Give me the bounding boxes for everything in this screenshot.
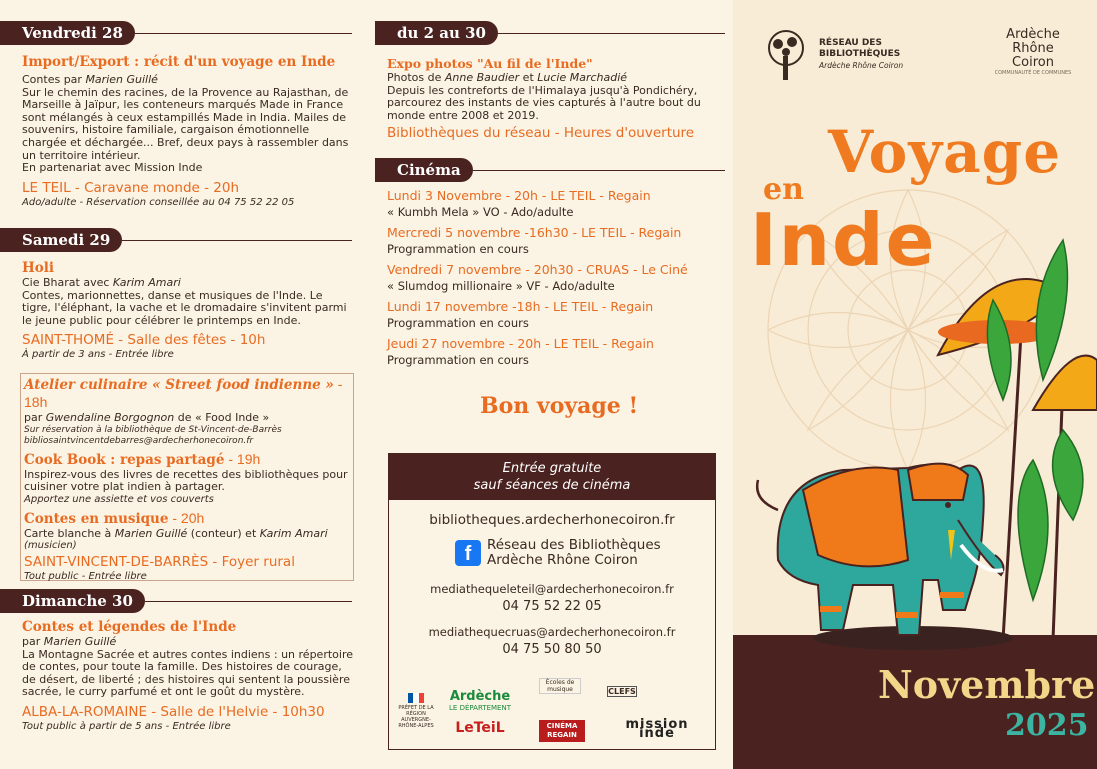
divider: [122, 240, 352, 241]
free-entry-exception: sauf séances de cinéma: [473, 478, 631, 493]
cinema-session: [387, 225, 727, 257]
brand-line: Ardèche Rhône Coiron: [819, 61, 904, 70]
day-header-cinema: [375, 158, 725, 182]
performer-name: Marien Guillé: [85, 73, 158, 86]
event-description: Contes, marionnettes, danse et musiques de l'Inde. Le tigre, l'éléphant, la vache et le dromadaire s'invitent parmi le jeune public pour célébrer le printemps en Inde.: [22, 288, 347, 327]
year-label: 2025: [1005, 708, 1089, 743]
day-header-expo: [375, 21, 725, 45]
month-label: Novembre: [878, 662, 1096, 707]
session-film: Programmation en cours: [387, 316, 529, 330]
session-film: Programmation en cours: [387, 353, 529, 367]
event-byline: [24, 412, 352, 425]
program-column-left: [0, 0, 375, 769]
prefet-text: PRÉFET DE LA RÉGION AUVERGNE-RHÔNE-ALPES: [398, 705, 434, 729]
brand-line: Rhône: [1012, 41, 1054, 56]
title-text: Cook Book : repas partagé: [24, 451, 225, 468]
title-en: en: [763, 172, 804, 207]
event-note: Ado/adulte - Réservation conseillée au 04 75 52 22 05: [22, 196, 295, 208]
brand-line: Ardèche: [1006, 27, 1060, 42]
free-entry-line: Entrée gratuite: [502, 461, 602, 476]
performer-name: Gwendaline Borgognon: [45, 411, 175, 424]
departement-text: LE DÉPARTEMENT: [449, 704, 511, 712]
divider: [135, 33, 352, 34]
day-header-saturday: [0, 228, 352, 252]
event-time: - 19h: [224, 450, 261, 467]
ecoles-musique-logo: Écoles de musique: [539, 678, 581, 694]
session-film: « Kumbh Mela » VO - Ado/adulte: [387, 205, 574, 219]
prefet-logo: [394, 693, 438, 729]
phone-leteil: 04 75 52 22 05: [502, 599, 602, 614]
day-header-sunday: [0, 589, 352, 613]
session-date: Mercredi 5 novembre -16h30 - LE TEIL - Regain: [387, 225, 682, 240]
contact-box: [388, 500, 716, 750]
day-label: du 2 au 30: [375, 21, 498, 45]
divider: [498, 33, 725, 34]
event-description: La Montagne Sacrée et autres contes indiens : un répertoire de contes, pour toute la famille. Des histoires de courage, de désert, de liberté ; des histoires qui sentent la poussière sacrée, le curry parfumé et ont le goût du mystère.: [22, 647, 353, 699]
event-title: Expo photos "Au fil de l'Inde": [387, 56, 593, 71]
event-time: - 18h: [24, 376, 343, 410]
event-note: Sur réservation à la bibliothèque de St-Vincent-de-Barrès: [24, 424, 282, 435]
email-leteil[interactable]: mediathequeleteil@ardecherhonecoiron.fr: [430, 582, 674, 596]
event-byline: [22, 277, 354, 290]
session-date: Jeudi 27 novembre - 20h - LE TEIL - Regain: [387, 336, 654, 351]
byline-prefix: Photos de: [387, 71, 445, 84]
cinema-session: [387, 299, 727, 331]
byline-prefix: par: [24, 411, 46, 424]
facebook-page-name: [487, 538, 661, 568]
event-location: LE TEIL - Caravane monde - 20h: [22, 179, 240, 196]
ardeche-text: Ardèche: [449, 689, 511, 704]
event-expo: [387, 55, 727, 142]
event-byline: [24, 528, 352, 541]
byline-prefix: par: [22, 635, 44, 648]
website-link[interactable]: bibliotheques.ardecherhonecoiron.fr: [429, 512, 675, 528]
event-description: Depuis les contreforts de l'Himalaya jusqu'à Pondichéry, parcourez des instants de vies capturés à l'autre bout du monde entre 2008 et 2019.: [387, 83, 701, 122]
byline-mid: (conteur) et: [187, 526, 260, 540]
session-date: Lundi 17 novembre -18h - LE TEIL - Regain: [387, 299, 654, 314]
facebook-line1: Réseau des Bibliothèques: [487, 537, 661, 553]
byline-suffix: de « Food Inde »: [174, 411, 270, 424]
cinema-session: [387, 336, 727, 368]
elephant-illustration: [733, 0, 1097, 769]
event-sunday: [22, 619, 354, 733]
brand-line: COMMUNAUTÉ DE COMMUNES: [994, 70, 1072, 76]
session-date: Lundi 3 Novembre - 20h - LE TEIL - Regain: [387, 188, 651, 203]
brand-line: Coiron: [1012, 55, 1054, 70]
event-holi: [22, 260, 354, 361]
performer-name: Karim Amari: [112, 276, 181, 289]
event-partner: En partenariat avec Mission Inde: [22, 161, 203, 175]
title-text: Atelier culinaire « Street food indienne »: [24, 377, 334, 393]
event-friday: [22, 54, 354, 209]
day-label: Samedi 29: [0, 228, 122, 252]
performer-role: (musicien): [24, 540, 77, 552]
clefs-logo: CLEFS: [608, 687, 636, 696]
divider: [473, 170, 725, 171]
byline-prefix: Contes par: [22, 73, 86, 86]
event-location: SAINT-VINCENT-DE-BARRÈS - Foyer rural: [24, 554, 295, 571]
performer-name: Marien Guillé: [114, 526, 188, 540]
program-column-middle: [375, 0, 733, 769]
day-label: Dimanche 30: [0, 589, 145, 613]
event-location: ALBA-LA-ROMAINE - Salle de l'Helvie - 10h30: [22, 703, 325, 720]
facebook-link[interactable]: [455, 538, 661, 568]
event-note: À partir de 3 ans - Entrée libre: [22, 349, 174, 361]
leteil-logo: LeTeiL: [455, 720, 505, 736]
session-film: « Slumdog millionaire » VF - Ado/adulte: [387, 279, 615, 293]
facebook-line2: Ardèche Rhône Coiron: [487, 552, 638, 568]
byline-prefix: Carte blanche à: [24, 526, 115, 540]
day-label: Cinéma: [375, 158, 473, 182]
email-cruas[interactable]: mediathequecruas@ardecherhonecoiron.fr: [428, 625, 676, 639]
cinema-regain-logo: CINÉMA REGAIN: [539, 720, 585, 742]
event-note: Apportez une assiette et vos couverts: [24, 493, 214, 505]
free-entry-banner: [388, 453, 716, 500]
event-description: Inspirez-vous des livres de recettes des bibliothèques pour cuisiner votre plat indien à partager.: [24, 467, 348, 494]
cinema-list: [387, 188, 727, 373]
photographer-name: Lucie Marchadié: [537, 71, 628, 84]
performer-name: Karim Amari: [259, 526, 328, 540]
byline-prefix: Cie Bharat avec: [22, 276, 113, 289]
brand-line: RÉSEAU DES: [819, 38, 882, 48]
phone-cruas: 04 75 50 80 50: [502, 642, 602, 657]
mission-inde-logo: mission inde: [625, 717, 689, 741]
event-description: Sur le chemin des racines, de la Provence au Rajasthan, de Marseille à Jaïpur, les conteneurs marqués Made in France sont mélangés à ceux estampillés Made in India. Mailes de souvenirs, histoire familiale, cargaison émotionnelle chargée et déchargée... Bref, deux pays à rassembler dans un territoire intérieur.: [22, 85, 349, 162]
event-title: Contes et légendes de l'Inde: [22, 619, 237, 635]
brand-line: BIBLIOTHÈQUES: [819, 49, 901, 59]
event-title: Holi: [22, 260, 55, 276]
contact-email: bibliosaintvincentdebarres@ardecherhonecoiron.fr: [24, 435, 254, 446]
session-date: Vendredi 7 novembre - 20h30 - CRUAS - Le Ciné: [387, 262, 688, 277]
title-inde: Inde: [750, 198, 937, 282]
day-header-friday: [0, 21, 352, 45]
facebook-icon: f: [455, 540, 481, 566]
event-byline: [387, 72, 727, 85]
performer-name: Marien Guillé: [43, 635, 117, 648]
cinema-session: [387, 262, 727, 294]
event-byline: [22, 74, 354, 87]
event-byline: [22, 636, 354, 649]
event-title: [24, 510, 352, 528]
event-location: SAINT-THOMÉ - Salle des fêtes - 10h: [22, 332, 266, 349]
byline-mid: et: [519, 71, 538, 84]
photographer-name: Anne Baudier: [444, 71, 520, 84]
event-title: Import/Export : récit d'un voyage en Inde: [22, 54, 336, 70]
ardeche-departement-logo: [444, 690, 516, 713]
title-text: Contes en musique: [24, 510, 169, 527]
cover-panel: [733, 0, 1097, 769]
divider: [145, 601, 352, 602]
title-voyage: Voyage: [828, 118, 1062, 186]
event-note: Tout public à partir de 5 ans - Entrée libre: [22, 720, 231, 732]
event-time: - 20h: [168, 509, 205, 526]
day-label: Vendredi 28: [0, 21, 135, 45]
event-atelier: [24, 376, 352, 583]
session-film: Programmation en cours: [387, 242, 529, 256]
event-location: Bibliothèques du réseau - Heures d'ouverture: [387, 125, 695, 142]
event-title: [24, 376, 352, 412]
event-title: [24, 451, 352, 469]
event-note: Tout public - Entrée libre: [24, 571, 147, 583]
cinema-session: [387, 188, 727, 220]
bon-voyage-heading: Bon voyage !: [480, 393, 639, 419]
